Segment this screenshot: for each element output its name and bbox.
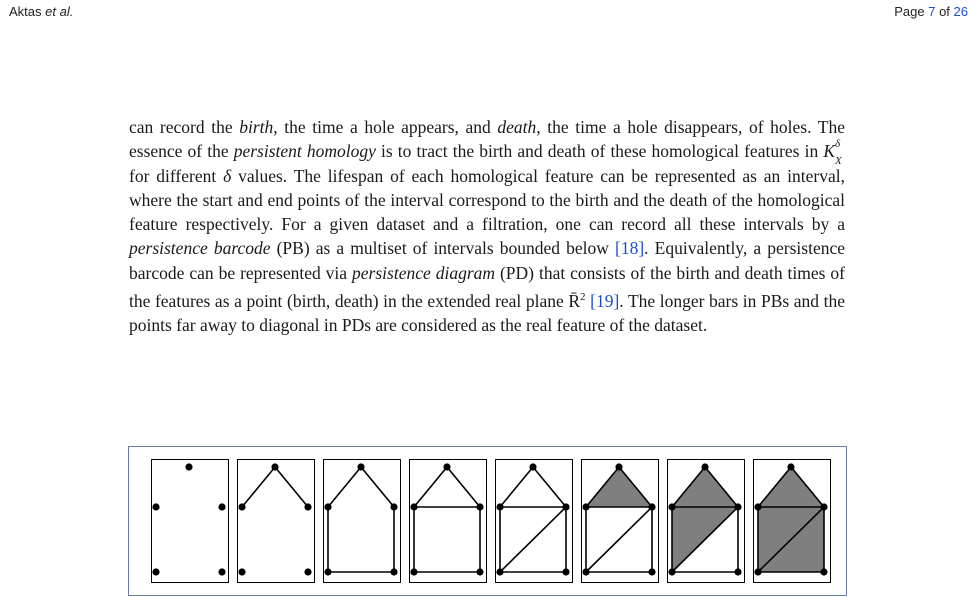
filtration-panel-3 xyxy=(324,460,401,583)
vertex xyxy=(820,568,827,575)
vertex xyxy=(390,503,397,510)
text-run: (PB) as a multiset of intervals bounded below xyxy=(270,238,616,259)
text-run: can record the xyxy=(129,117,240,137)
text-run: , the time a hole disappears, of holes. The essence of the xyxy=(129,117,845,162)
vertex xyxy=(496,503,503,510)
term-persistence-barcode: persistence barcode xyxy=(129,238,271,259)
vertex xyxy=(496,568,503,575)
vertex xyxy=(476,503,483,510)
vertex xyxy=(238,568,245,575)
text-run: is to tract the birth and death of these homological features in xyxy=(375,141,824,162)
filtration-panel-7 xyxy=(668,460,745,583)
filtration-panel-1 xyxy=(152,460,229,583)
vertex xyxy=(787,463,794,470)
vertex xyxy=(820,503,827,510)
page-of: of xyxy=(939,4,950,19)
term-persistence-diagram: persistence diagram xyxy=(352,262,496,283)
math-k-superscript: δ xyxy=(835,137,841,150)
vertex xyxy=(152,568,159,575)
vertex xyxy=(529,463,536,470)
citation-link-19[interactable]: [19] xyxy=(590,290,620,311)
math-rbar-squared xyxy=(568,291,585,311)
page-prefix: Page xyxy=(894,4,925,19)
text-run: . The longer bars in PBs and the points far away to diagonal in PDs are considered as the real feature of the dataset. xyxy=(129,290,845,336)
text-run: values. The lifespan of each homological feature can be represented as an interval, where the start and end points of the interval correspond to the birth and the death of the homological feature respectively. For a given dataset and a filtration, one can record all these intervals by a xyxy=(129,165,845,235)
vertex xyxy=(648,503,655,510)
text-run: . Equivalently, a persistence barcode can be represented via xyxy=(129,238,845,283)
math-k: K xyxy=(823,141,835,162)
author-etal: et al. xyxy=(45,4,74,19)
panel-frame xyxy=(152,460,229,583)
filtration-panels xyxy=(129,447,848,597)
vertex xyxy=(734,568,741,575)
vertex xyxy=(754,568,761,575)
vertex xyxy=(410,568,417,575)
vertex xyxy=(701,463,708,470)
panel-frame xyxy=(238,460,315,583)
page-total-link[interactable]: 26 xyxy=(953,4,968,19)
vertex xyxy=(443,463,450,470)
vertex xyxy=(615,463,622,470)
vertex xyxy=(271,463,278,470)
vertex xyxy=(218,503,225,510)
vertex xyxy=(754,503,761,510)
running-header-author xyxy=(9,4,73,19)
math-k-x-delta xyxy=(823,137,845,167)
vertex xyxy=(668,503,675,510)
vertex xyxy=(582,568,589,575)
body-paragraph xyxy=(129,115,845,338)
vertex xyxy=(562,503,569,510)
filtration-panel-4 xyxy=(410,460,487,583)
filtration-panel-8 xyxy=(754,460,831,583)
running-header-page xyxy=(894,4,968,19)
filtration-panel-6 xyxy=(582,460,659,583)
vertex xyxy=(238,503,245,510)
term-birth: birth xyxy=(239,117,274,137)
text-run: for different xyxy=(129,165,224,186)
text-run: , the time a hole appears, and xyxy=(273,117,498,137)
vertex xyxy=(218,568,225,575)
vertex xyxy=(152,503,159,510)
math-rbar-exponent: 2 xyxy=(580,291,586,304)
vertex xyxy=(734,503,741,510)
vertex xyxy=(562,568,569,575)
term-death: death xyxy=(497,117,537,137)
vertex xyxy=(324,568,331,575)
author-name: Aktas xyxy=(9,4,42,19)
vertex xyxy=(476,568,483,575)
panel-frame xyxy=(410,460,487,583)
vertex xyxy=(324,503,331,510)
vertex xyxy=(668,568,675,575)
vertex xyxy=(410,503,417,510)
math-delta: δ xyxy=(223,165,232,186)
math-rbar: R̄ xyxy=(568,290,581,311)
math-k-subscript: X xyxy=(835,154,842,167)
vertex xyxy=(582,503,589,510)
text-run: (PD) that consists of the birth and death times of the features as a point (birth, death) in the extended real plane xyxy=(129,262,845,311)
vertex xyxy=(390,568,397,575)
filtration-panel-2 xyxy=(238,460,315,583)
vertex xyxy=(357,463,364,470)
filtration-panel-5 xyxy=(496,460,573,583)
vertex xyxy=(304,568,311,575)
vertex xyxy=(185,463,192,470)
filtration-figure xyxy=(128,446,847,596)
term-persistent-homology: persistent homology xyxy=(233,141,376,162)
panel-frame xyxy=(324,460,401,583)
citation-link-18[interactable]: [18] xyxy=(615,238,645,259)
vertex xyxy=(648,568,655,575)
page-number-link[interactable]: 7 xyxy=(928,4,936,19)
vertex xyxy=(304,503,311,510)
